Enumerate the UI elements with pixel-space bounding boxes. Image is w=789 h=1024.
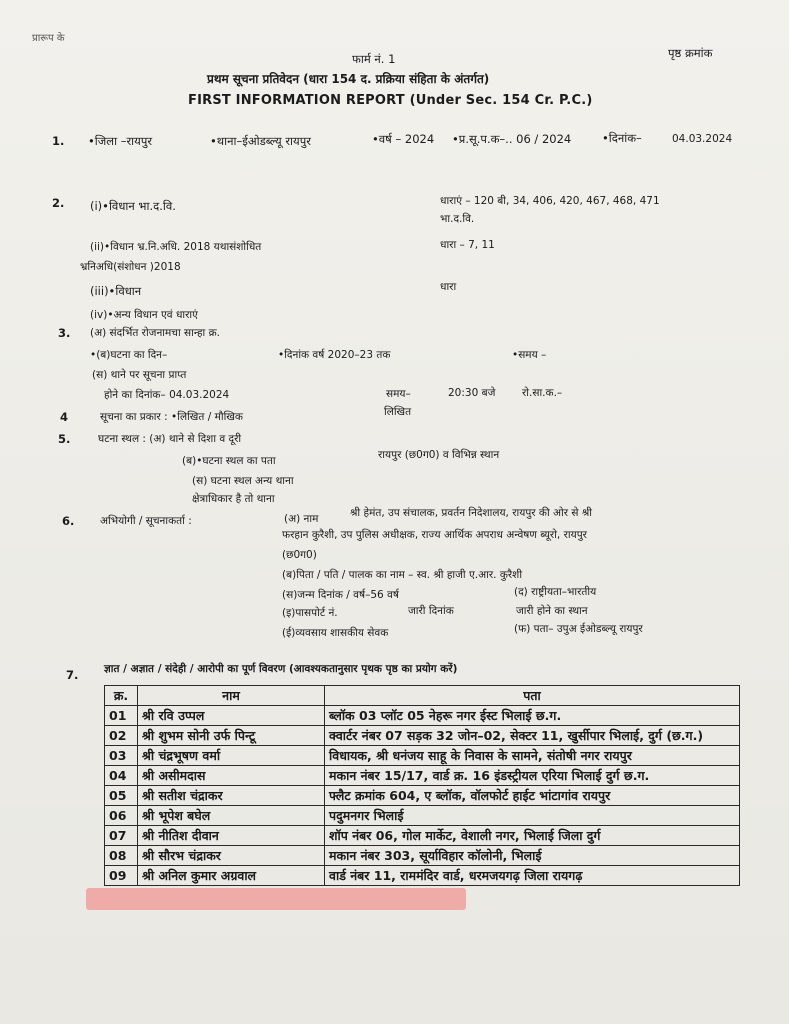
table-row: [105, 866, 740, 886]
rs-number: रो.सा.क.–: [522, 387, 563, 399]
incident-day: •(ब)घटना का दिन–: [90, 349, 168, 361]
title-hindi: प्रथम सूचना प्रतिवेदन (धारा 154 द. प्रक्रिया संहिता के अंतर्गत): [207, 72, 490, 86]
row-name: श्री असीमदास: [138, 766, 325, 786]
info-received-date: होने का दिनांक– 04.03.2024: [104, 389, 230, 401]
col-address: पता: [325, 686, 740, 706]
section-2-number: 2.: [52, 196, 65, 210]
district: •जिला –रायपुर: [88, 134, 153, 148]
act-3: (iii)•विधान: [90, 284, 142, 298]
complainant-father: (ब)पिता / पति / पालक का नाम – स्व. श्री हाजी ए.आर. कुरैशी: [282, 569, 523, 581]
act-2: (ii)•विधान भ्र.नि.अधि. 2018 यथासंशोधित: [90, 241, 262, 253]
section-4-number: 4: [60, 410, 69, 424]
row-address: मकान नंबर 15/17, वार्ड क्र. 16 इंडस्ट्रीयल एरिया भिलाई दुर्ग छ.ग.: [325, 766, 740, 786]
row-name: श्री चंद्रभूषण वर्मा: [138, 746, 325, 766]
incident-address: रायपुर (छ0ग0) व विभिन्न स्थान: [378, 449, 500, 461]
row-number: 07: [105, 826, 138, 846]
info-time-label: समय–: [386, 388, 411, 400]
act-4: (iv)•अन्य विधान एवं धाराएं: [90, 309, 198, 321]
sections-2: धारा – 7, 11: [440, 239, 495, 251]
row-address: मकान नंबर 303, सूर्याविहार कॉलोनी, भिलाई: [325, 846, 740, 866]
row-name: श्री भूपेश बघेल: [138, 806, 325, 826]
complainant-passport: (इ)पासपोर्ट नं.: [282, 607, 338, 619]
act-2-amendment: भ्रनिअधि(संशोधन )2018: [80, 261, 181, 273]
police-station: •थाना–ईओडब्ल्यू रायपुर: [210, 134, 311, 148]
complainant-name-label: (अ) नाम: [284, 513, 319, 525]
row-number: 06: [105, 806, 138, 826]
row-number: 01: [105, 706, 138, 726]
row-name: श्री नीतिश दीवान: [138, 826, 325, 846]
row-name: श्री अनिल कुमार अग्रवाल: [138, 866, 325, 886]
complainant-name-line1: श्री हेमंत, उप संचालक, प्रवर्तन निदेशालय, रायपुर की ओर से श्री: [350, 507, 593, 519]
row-address: पदुमनगर भिलाई: [325, 806, 740, 826]
page-number-label: पृष्ठ क्रमांक: [668, 46, 713, 60]
row-address: क्वार्टर नंबर 07 सड़क 32 जोन–02, सेक्टर 11, खुर्सीपार भिलाई, दुर्ग (छ.ग.): [325, 726, 740, 746]
section-5-number: 5.: [58, 432, 71, 446]
row-number: 02: [105, 726, 138, 746]
incident-time: •समय –: [512, 349, 547, 361]
sections-1: धाराएं – 120 बी, 34, 406, 420, 467, 468, 471: [440, 195, 660, 207]
row-number: 05: [105, 786, 138, 806]
col-number: क्र.: [105, 686, 138, 706]
complainant-dob: (स)जन्म दिनांक / वर्ष–56 वर्ष: [282, 589, 399, 601]
info-type: सूचना का प्रकार : •लिखित / मौखिक: [100, 411, 243, 423]
row-name: श्री शुभम सोनी उर्फ पिन्टू: [138, 726, 325, 746]
info-type-value: लिखित: [384, 406, 412, 418]
complainant-label: अभियोगी / सूचनाकर्ता :: [100, 515, 192, 527]
row-address: शॉप नंबर 06, गोल मार्केट, वेशाली नगर, भिलाई जिला दुर्ग: [325, 826, 740, 846]
act-1: (i)•विधान भा.द.वि.: [90, 199, 176, 213]
row-name: श्री रवि उप्पल: [138, 706, 325, 726]
complainant-occupation: (ई)व्यवसाय शासकीय सेवक: [282, 627, 389, 639]
corner-note: प्रारूप के: [32, 33, 65, 44]
date-label: •दिनांक–: [602, 131, 642, 145]
table-row: [105, 826, 740, 846]
form-number: फार्म नं. 1: [352, 52, 396, 66]
complainant-name-line2: फरहान कुरैशी, उप पुलिस अधीक्षक, राज्य आर्थिक अपराध अन्वेषण ब्यूरो, रायपुर: [282, 529, 587, 541]
complainant-nationality: (द) राष्ट्रीयता–भारतीय: [514, 586, 597, 598]
year: •वर्ष – 2024: [372, 132, 435, 146]
table-row: [105, 766, 740, 786]
section-3-number: 3.: [58, 326, 71, 340]
accused-heading: ज्ञात / अज्ञात / संदेही / आरोपी का पूर्ण विवरण (आवश्यकतानुसार पृथक पृष्ठ का प्रयोग करें): [104, 663, 458, 675]
row-address: फ्लैट क्रमांक 604, ए ब्लॉक, वॉलफोर्ट हाईट भांटागांव रायपुर: [325, 786, 740, 806]
sections-3: धारा: [440, 281, 457, 293]
row-name: श्री सौरभ चंद्राकर: [138, 846, 325, 866]
section-1-number: 1.: [52, 134, 65, 148]
other-station-jurisdiction: क्षेत्राधिकार है तो थाना: [192, 493, 275, 505]
row-number: 09: [105, 866, 138, 886]
incident-place: घटना स्थल : (अ) थाने से दिशा व दूरी: [98, 433, 242, 445]
table-row: [105, 786, 740, 806]
passport-issue-place: जारी होने का स्थान: [516, 605, 588, 617]
incident-address-label: (ब)•घटना स्थल का पता: [182, 455, 276, 467]
section-6-number: 6.: [62, 514, 75, 528]
row-address: ब्लॉक 03 प्लॉट 05 नेहरू नगर ईस्ट भिलाई छ.ग.: [325, 706, 740, 726]
section-7-number: 7.: [66, 668, 79, 682]
row-address: वार्ड नंबर 11, राममंदिर वार्ड, धरमजयगढ़ जिला रायगढ़: [325, 866, 740, 886]
highlight-marker: [86, 888, 466, 910]
date-value: 04.03.2024: [672, 133, 733, 145]
col-name: नाम: [138, 686, 325, 706]
table-row: [105, 846, 740, 866]
row-number: 04: [105, 766, 138, 786]
row-number: 03: [105, 746, 138, 766]
table-row: [105, 746, 740, 766]
info-time-value: 20:30 बजे: [448, 387, 496, 399]
table-row: [105, 726, 740, 746]
roznamcha: (अ) संदर्भित रोजनामचा सान्हा क्र.: [90, 327, 220, 339]
passport-issue-date: जारी दिनांक: [408, 605, 454, 617]
table-row: [105, 706, 740, 726]
row-address: विधायक, श्री धनंजय साहू के निवास के सामने, संतोषी नगर रायपुर: [325, 746, 740, 766]
sections-1-code: भा.द.वि.: [440, 213, 475, 225]
other-station: (स) घटना स्थल अन्य थाना: [192, 475, 294, 487]
complainant-name-line3: (छ0ग0): [282, 549, 317, 561]
incident-date: •दिनांक वर्ष 2020–23 तक: [278, 349, 391, 361]
fir-number: •प्र.सू.प.क–.. 06 / 2024: [452, 132, 572, 146]
row-number: 08: [105, 846, 138, 866]
row-name: श्री सतीश चंद्राकर: [138, 786, 325, 806]
table-row-highlighted: [105, 806, 740, 826]
accused-table: [104, 685, 740, 886]
complainant-address: (फ) पता– उपुअ ईओडब्ल्यू रायपुर: [514, 623, 643, 635]
title-english: FIRST INFORMATION REPORT (Under Sec. 154 Cr. P.C.): [188, 93, 593, 108]
info-received: (स) थाने पर सूचना प्राप्त: [92, 369, 187, 381]
